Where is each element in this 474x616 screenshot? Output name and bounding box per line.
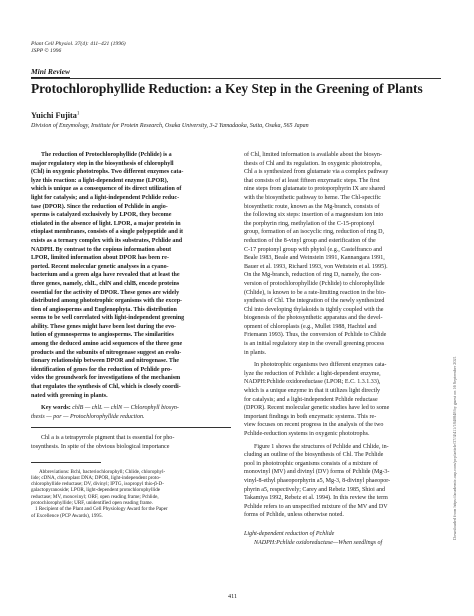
body-line: (Chlide), is known to be a rate-limiting reaction in the bio- bbox=[244, 289, 386, 296]
copyright-line: JSPP © 1996 bbox=[31, 48, 62, 54]
footnote-line: galactopyranoside; LPOR, light-dependent protochlorophyllide bbox=[31, 487, 161, 494]
author-footnote-mark: 1 bbox=[76, 111, 80, 117]
keywords-line bbox=[31, 404, 231, 413]
abstract-line: NADPH. By contrast to the copious information about bbox=[31, 246, 172, 253]
abstract-line: nated with greening in plants. bbox=[31, 392, 108, 399]
body-line: tosynthesis. In spite of the obvious biological importance bbox=[31, 444, 170, 450]
abstract-line: The reduction of Protochlorophyllide (Pchlide) is a bbox=[41, 152, 172, 158]
body-line: important findings in both enzymatic systems. This re- bbox=[244, 413, 377, 420]
abstract-line: distributed among phototrophic organisms with the excep- bbox=[31, 298, 183, 305]
abstract-line: ported. Recent molecular genetic analyses in a cyano- bbox=[31, 263, 169, 270]
body-line: lyze the reduction of Pchlide: a light-dependent enzyme, bbox=[244, 370, 381, 377]
right-column bbox=[244, 151, 444, 547]
abstract-line: lution of gymnosperms to angiosperms. The similarities bbox=[31, 332, 174, 339]
left-column bbox=[31, 151, 231, 519]
body-line: nine steps from glutamate to protoporphyrin IX are shared bbox=[244, 186, 386, 193]
body-line: Figure 1 shows the structures of Pchlide and Chlide, in- bbox=[254, 443, 389, 450]
body-line: pool in phototrophic organisms consists of a mixture of bbox=[244, 460, 378, 467]
body-line: monovinyl (MV) and divinyl (DV) forms of Pchlide (Mg-3- bbox=[244, 469, 390, 476]
footnote-divider bbox=[31, 462, 101, 463]
abstract-line: light for catalysis; and a light-independent Pchlide reduc- bbox=[31, 194, 180, 201]
abstract-line: tionary relationship between DPOR and nitrogenase. The bbox=[31, 358, 179, 365]
author-affiliation: Division of Enzymology, Institute for Protein Research, Osaka University, 3-2 Yamadaoka, Suita, Osaka, 565 Japan bbox=[31, 123, 309, 129]
abstract-line: vides the groundwork for investigations of the mechanism bbox=[31, 375, 181, 382]
body-line: in plants. bbox=[244, 349, 267, 356]
abstract-line: products and the subunits of nitrogenase suggest an evolu- bbox=[31, 349, 182, 356]
body-line: group, formation of an isocyclic ring, reduction of ring D, bbox=[244, 229, 385, 236]
body-line: Pchlide-reduction systems in oxygenic phototrophs. bbox=[244, 431, 370, 437]
body-line: cluding an outline of the biosynthesis of Chl. The Pchlide bbox=[244, 452, 384, 459]
body-paragraph bbox=[244, 151, 444, 357]
body-line: version of protochlorophyllide (Pchlide) to chlorophyllide bbox=[244, 280, 385, 287]
footnote-line: 1 Recipient of the Plant and Cell Physiology Award for the Paper bbox=[35, 506, 168, 513]
abstract-line: essential for the activity of DPOR. These genes are widely bbox=[31, 289, 180, 296]
footnote-line: Abbreviations: Bchl, bacteriochlorophyll; Chlide, chlorophyl- bbox=[39, 468, 166, 475]
body-line: view focuses on recent progress in the analysis of the two bbox=[244, 422, 384, 429]
body-line: Chl a is a tetrapyrrole pigment that is essential for pho- bbox=[41, 435, 175, 442]
body-line: forms of Pchlide, unless otherwise noted. bbox=[244, 512, 344, 519]
body-line: of Chl, limited information is available about the biosyn- bbox=[244, 152, 382, 158]
body-line: opment of chloroplasts (e.g., Mullet 1988, Hachtel and bbox=[244, 323, 377, 330]
section-label: Mini Review bbox=[31, 67, 70, 76]
keywords-label: Key words: bbox=[41, 405, 71, 412]
article-title: Protochlorophyllide Reduction: a Key Step in the Greening of Plants bbox=[31, 81, 423, 96]
body-line: that consists of at least fifteen enzymatic steps. The first bbox=[244, 177, 380, 184]
journal-reference: Plant Cell Physiol. 37(4): 411–421 (1996) bbox=[31, 41, 126, 47]
abstract-line: major regulatory step in the biosynthesis of chlorophyll bbox=[31, 160, 174, 167]
keywords-text: chlB — chlL — chlN — Chlorophyll biosyn- bbox=[72, 405, 179, 412]
abstract-line: that regulates the synthesis of Chl, which is closely coordi- bbox=[31, 384, 181, 391]
abstract-line: LPOR, limited information about DPOR has been re- bbox=[31, 255, 169, 262]
footnote-line: protochlorophyllide; URF, unidentified open reading frame. bbox=[31, 500, 153, 507]
abstract-line: identification of genes for the reduction of Pchlide pro- bbox=[31, 366, 173, 373]
body-line: is an initial regulatory step in the overall greening process bbox=[244, 341, 385, 348]
abstract-line: sperms is catalyzed exclusively by LPOR, they become bbox=[31, 212, 172, 219]
body-line: Beale 1983, Beale and Weinstein 1991, Kannangara 1991, bbox=[244, 255, 385, 262]
body-line: NADPH:Pchlide oxidoreductase (LPOR; E.C. 1.3.1.33), bbox=[244, 379, 381, 386]
intro-paragraph bbox=[31, 434, 231, 451]
body-paragraph bbox=[244, 361, 444, 438]
footnote-line: reductase; MV, monovinyl; ORF, open reading frame; Pchlide, bbox=[31, 493, 159, 500]
body-line: C-17 propionyl group with phytol (e.g., Castelfranco and bbox=[244, 246, 383, 253]
abstract-line: etiolated in the absence of light. LPOR, a major protein in bbox=[31, 220, 181, 227]
body-line: Pchlide refers to an unspecified mixture of the MV and DV bbox=[244, 503, 388, 510]
page-number: 411 bbox=[228, 593, 238, 600]
abstract-line: which is unique as a consequence of its direct utilization of bbox=[31, 186, 182, 193]
footnote-line: lide; cDNA, chloroplast DNA; DPOR, light-independent proto- bbox=[31, 474, 161, 481]
keywords-line bbox=[31, 413, 231, 422]
body-line: with the biosynthetic pathway to heme. The Chl-specific bbox=[244, 194, 381, 201]
body-line: vinyl-8-ethyl phaeoporphyrin a5, Mg-3, 8-divinyl phaeopor- bbox=[244, 477, 391, 484]
body-line: the following six steps: insertion of a magnesium ion into bbox=[244, 212, 384, 219]
body-line: which is a unique enzyme in that it utilizes light directly bbox=[244, 388, 381, 395]
abstract bbox=[31, 151, 231, 400]
body-line: Takamiya 1992, Rebeiz et al. 1994). In this review the term bbox=[244, 495, 388, 502]
body-line: synthesis of Chl. The integration of the newly synthesized bbox=[244, 298, 385, 305]
abstract-line: lyze this reaction: a light-dependent enzyme (LPOR), bbox=[31, 177, 169, 184]
abstract-line: exists as a ternary complex with its substrates, Pchlide and bbox=[31, 237, 183, 244]
abstract-line: seems to be well correlated with light-independent greening bbox=[31, 315, 185, 322]
body-line: phyrin a5, respectively; Carey and Rebeiz 1985, Shioi and bbox=[244, 486, 386, 493]
body-line: In phototrophic organisms two different enzymes cata- bbox=[254, 362, 387, 369]
download-watermark bbox=[452, 240, 460, 540]
abstract-line: three genes, namely, chlL, chlN and chlB, encode proteins bbox=[31, 280, 180, 287]
body-line: for catalysis; and a light-independent Pchlide reductase bbox=[244, 396, 378, 403]
footnotes bbox=[31, 469, 231, 519]
body-line: Friemann 1993). Thus, the conversion of Pchlide to Chlide bbox=[244, 332, 387, 339]
body-line: biosynthetic route, known as the Mg-branch, consists of bbox=[244, 203, 380, 210]
subsection-heading: Light-dependent reduction of Pchlide bbox=[244, 530, 335, 537]
header-rule bbox=[31, 78, 441, 79]
journal-citation bbox=[31, 41, 126, 55]
body-line: biogenesis of the photosynthetic apparatus and the devel- bbox=[244, 315, 383, 322]
body-line: reduction of the 8-vinyl group and esterification of the bbox=[244, 237, 376, 244]
abstract-line: etioplast membranes, consists of a single polypeptide and it bbox=[31, 229, 184, 236]
body-line: Bauer et al. 1993, Richard 1993, von Wettstein et al. 1995). bbox=[244, 263, 388, 270]
keywords-text: thesis — por — Protochlorophyllide reduction. bbox=[31, 413, 145, 420]
body-line: NADPH:Pchlide oxidoreductase—When seedlings of bbox=[254, 539, 383, 546]
body-paragraph bbox=[244, 443, 444, 520]
body-line: Chl a is synthesized from glutamate via a complex pathway bbox=[244, 169, 389, 176]
abstract-line: ability. These genes might have been lost during the evo- bbox=[31, 323, 177, 330]
body-line: (DPOR). Recent molecular genetic studies have led to some bbox=[244, 405, 390, 412]
download-watermark-text: Downloaded from https://academic.oup.com/pcp/article/37/4/411/1840848 by guest on 16 September 2021 bbox=[452, 356, 457, 540]
body-line: the porphyrin ring, methylation of the C-15-propionyl bbox=[244, 220, 375, 227]
body-line: On the Mg-branch, reduction of ring D, namely, the con- bbox=[244, 272, 382, 279]
author-line bbox=[31, 111, 79, 120]
abstract-divider bbox=[31, 427, 231, 428]
abstract-line: among the deduced amino acid sequences of the three gene bbox=[31, 341, 183, 348]
abstract-line: tion of angiosperms and Euglenophyta. This distribution bbox=[31, 306, 177, 313]
body-line: Chl into developing thylakoids is tightly coupled with the bbox=[244, 306, 384, 313]
author-name: Yuichi Fujita bbox=[31, 111, 77, 120]
abstract-line: tase (DPOR). Since the reduction of Pchlide in angio- bbox=[31, 203, 168, 210]
footnote-line: of Excellence (PCP Awards), 1995. bbox=[31, 512, 103, 519]
body-line: thesis of Chl and its regulation. In oxygenic phototrophs, bbox=[244, 160, 382, 167]
footnote-line: chlorophyllide reductase; DV, divinyl; IPTG, isopropyl thio-β-D- bbox=[31, 481, 164, 488]
abstract-line: (Chl) in oxygenic phototrophs. Two different enzymes cata- bbox=[31, 169, 184, 176]
keywords bbox=[31, 404, 231, 421]
abstract-line: bacterium and a green alga have revealed that at least the bbox=[31, 272, 180, 279]
